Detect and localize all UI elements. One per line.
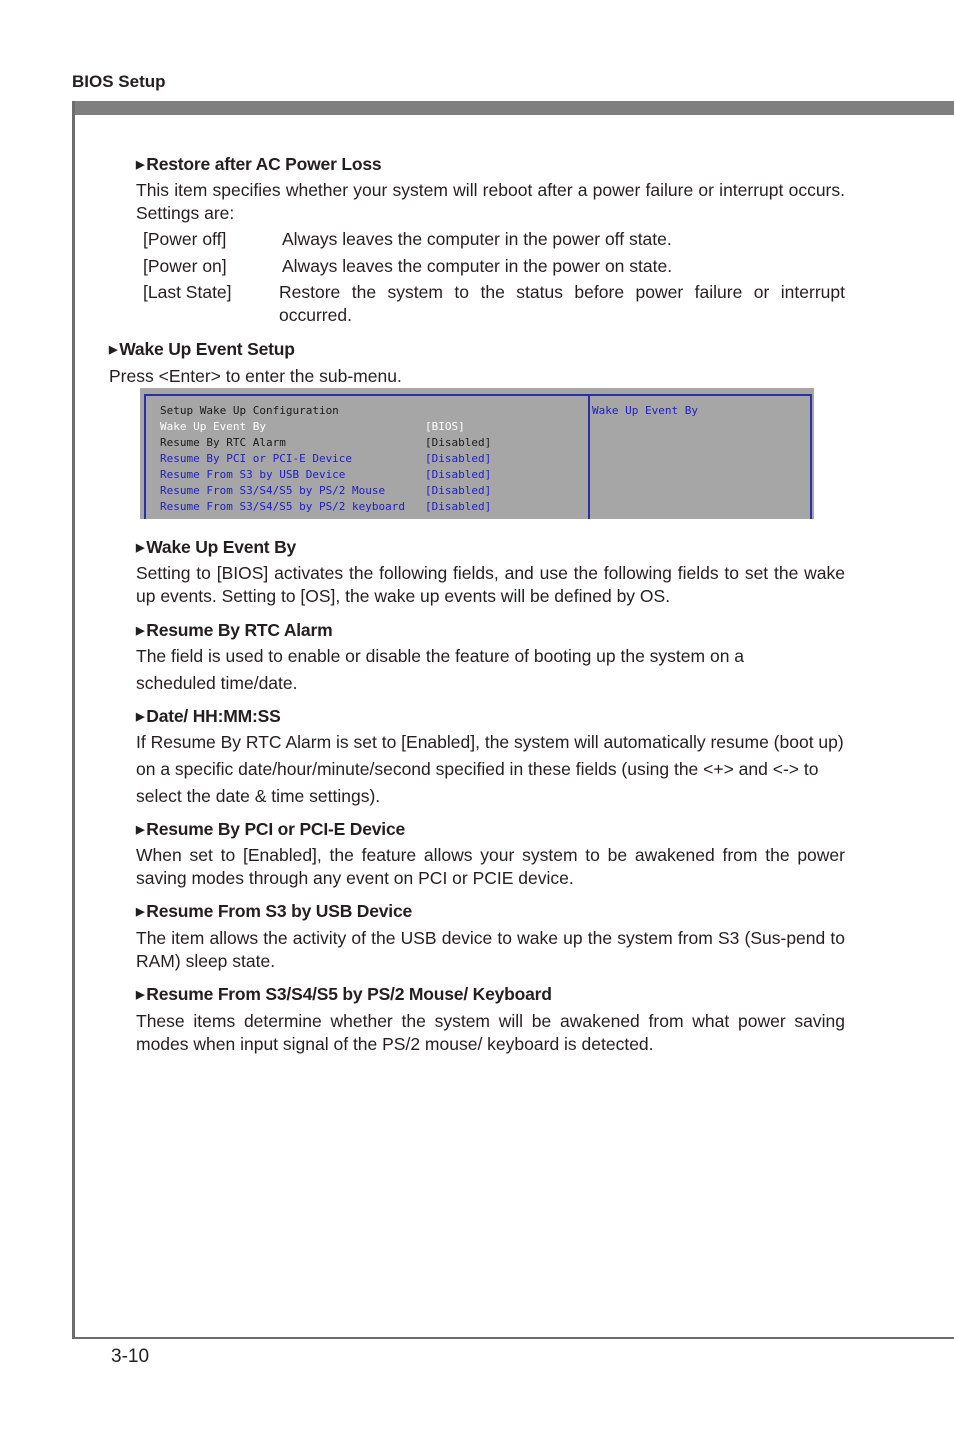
option-desc: Always leaves the computer in the power off state. [282,229,672,249]
option-key: [Power on] [143,256,227,276]
option-key: [Last State] [143,282,232,302]
section-body-datetime: If Resume By RTC Alarm is set to [Enabled], the system will automatically resume (boot up) on a specific date/hour/minute/second specified in these fields (using the <+> and <-> to select the date & time settings). [136,732,844,806]
section-heading-wake-setup: ▶ Wake Up Event Setup [109,339,295,359]
option-key: [Power off] [143,229,227,249]
bios-help-text: Wake Up Event By [592,404,698,417]
triangle-bullet-icon: ▶ [136,542,145,554]
option-desc: Always leaves the computer in the power on state. [282,256,673,276]
section-heading-wake-by: ▶ Wake Up Event By [136,537,297,557]
triangle-bullet-icon: ▶ [136,824,145,836]
triangle-bullet-icon: ▶ [136,906,145,918]
section-body-rtc: The field is used to enable or disable the feature of booting up the system on a scheduled time/date. [136,646,745,693]
section-body-wake-setup: Press <Enter> to enter the sub-menu. [109,366,402,386]
section-heading-pci: ▶ Resume By PCI or PCI-E Device [136,819,406,839]
section-body-ps2: These items determine whether the system will be awakened from what power saving modes when input signal of the PS/2 mouse/ keyboard is detected. [136,1011,845,1054]
triangle-bullet-icon: ▶ [136,625,145,637]
page-number: 3-10 [111,1346,150,1367]
section-heading-ps2: ▶ Resume From S3/S4/S5 by PS/2 Mouse/ Keyboard [136,984,552,1004]
footer-rule [72,1337,954,1339]
triangle-bullet-icon: ▶ [109,344,118,356]
section-heading-datetime: ▶ Date/ HH:MM:SS [136,706,281,726]
section-body-wake-by: Setting to [BIOS] activates the following fields, and use the following fields to set the wake up events. Setting to [OS], the wake up events will be defined by OS. [136,563,845,606]
left-margin-rule [72,101,75,1339]
header-bar [72,101,954,115]
triangle-bullet-icon: ▶ [136,989,145,1001]
triangle-bullet-icon: ▶ [136,711,145,723]
section-heading-rtc: ▶ Resume By RTC Alarm [136,620,333,640]
section-heading-restore: ▶ Restore after AC Power Loss [136,154,382,174]
section-body-restore: This item specifies whether your system will reboot after a power failure or interrupt occurs. Settings are: [136,180,845,223]
section-heading-usb: ▶ Resume From S3 by USB Device [136,901,413,921]
option-desc: Restore the system to the status before power failure or interrupt occurred. [279,282,845,325]
triangle-bullet-icon: ▶ [136,159,145,171]
page-header-title: BIOS Setup [72,72,166,91]
section-body-pci: When set to [Enabled], the feature allows your system to be awakened from the power saving modes through any event on PCI or PCIE device. [136,845,845,888]
section-body-usb: The item allows the activity of the USB device to wake up the system from S3 (Sus-pend to RAM) sleep state. [136,928,845,971]
bios-screenshot: Setup Wake Up Configuration Wake Up Event By [BIOS] Resume By RTC Alarm [Disabled] Resume By PCI or PCI-E Device [Disabled] Resume From S3 by USB Device [Disabled] Resume From S3/S4/S5 by PS/2 Mouse [Disabled] Resume From S3/S4/S5 by PS/2 keyboard [Disabled] Wake Up Event By [140,388,814,519]
